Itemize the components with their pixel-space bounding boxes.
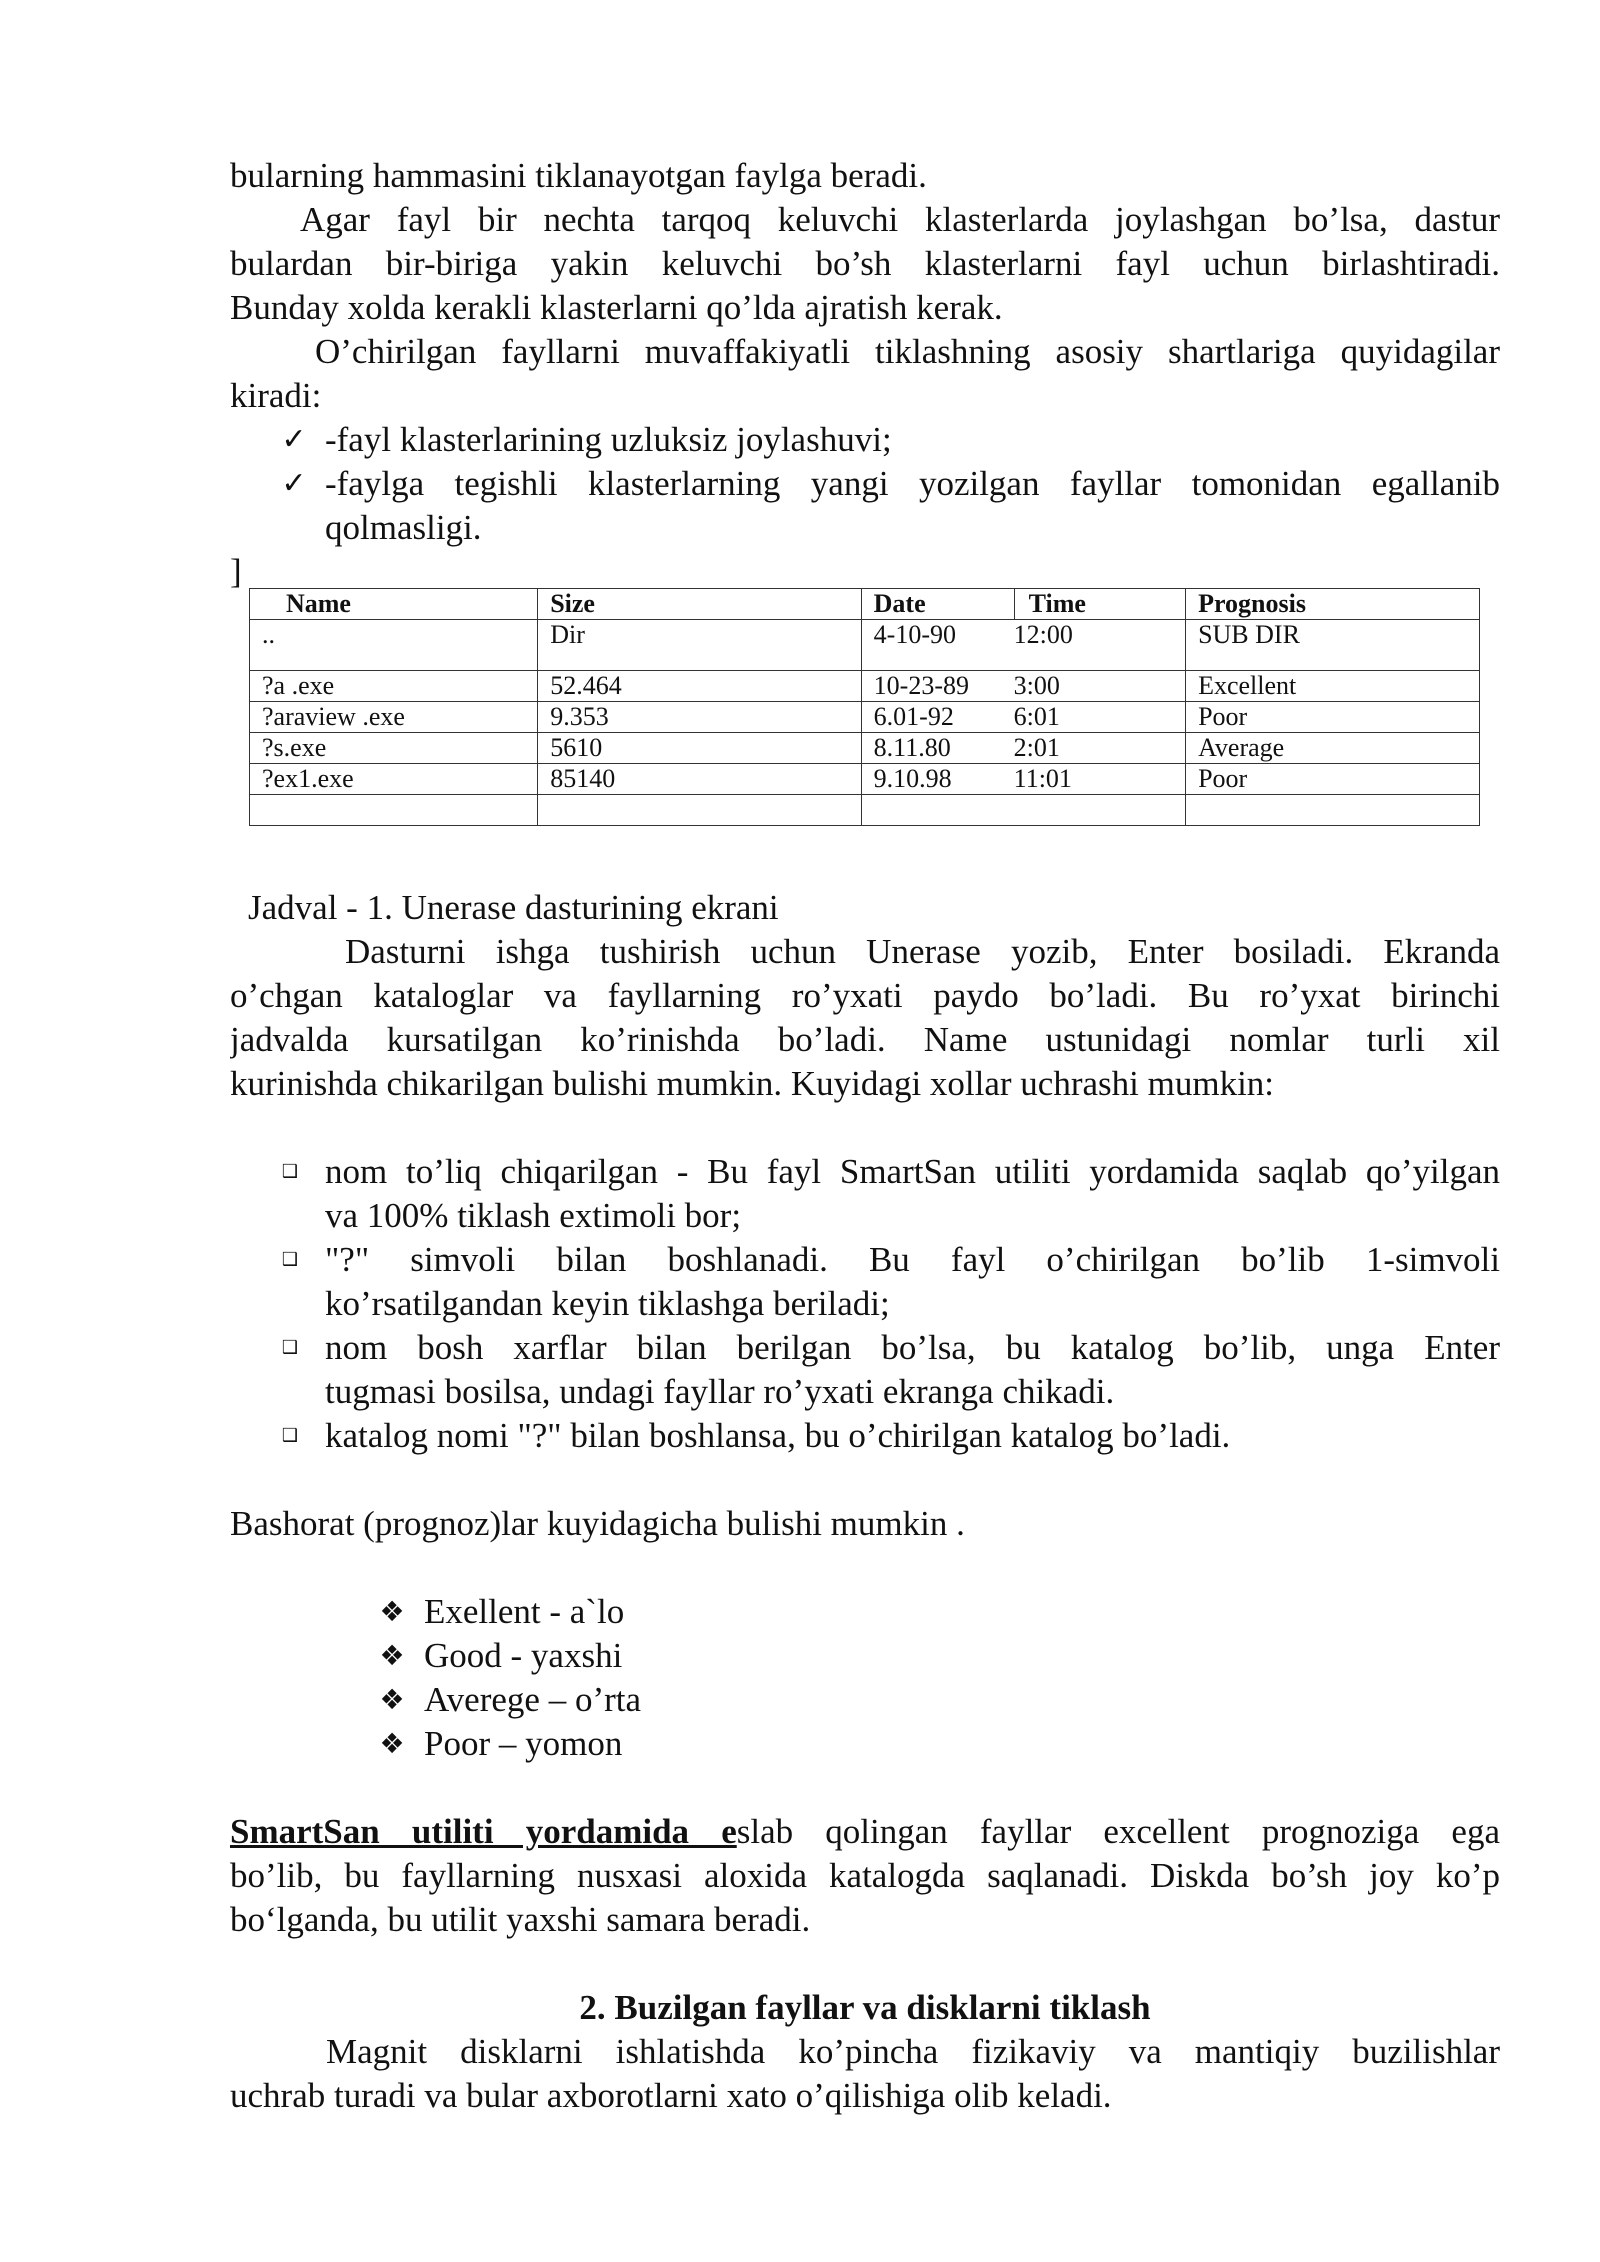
paragraph-line: bo’lib, bu fayllarning nusxasi aloxida katalogda saqlanadi. Diskda bo’sh joy ko’p	[230, 1856, 1500, 1895]
paragraph-line: Bunday xolda kerakli klasterlarni qo’lda ajratish kerak.	[230, 288, 1003, 327]
paragraph-line: bulardan bir-biriga yakin keluvchi bo’sh klasterlarni fayl uchun birlashtiradi.	[230, 244, 1500, 283]
paragraph-line: Magnit disklarni ishlatishda ko’pincha fizikaviy va mantiqiy buzilishlar	[326, 2032, 1500, 2071]
table-row	[250, 733, 1480, 764]
bullet-item: va 100% tiklash extimoli bor;	[325, 1196, 742, 1235]
table-header-row	[250, 589, 1480, 620]
square-bullet-icon: ❑	[281, 1425, 299, 1446]
check-item: qolmasligi.	[325, 508, 482, 547]
cell-prognosis: Average	[1186, 733, 1480, 764]
bracket-text: ]	[230, 552, 242, 591]
cell-date-time: 8.11.80 2:01	[861, 733, 1185, 764]
table-caption: Jadval - 1. Unerase dasturining ekrani	[248, 888, 779, 927]
paragraph-line: kurinishda chikarilgan bulishi mumkin. Kuyidagi xollar uchrashi mumkin:	[230, 1064, 1275, 1103]
paragraph-line: uchrab turadi va bular axborotlarni xato o’qilishiga olib keladi.	[230, 2076, 1112, 2115]
section-heading: 2. Buzilgan fayllar va disklarni tiklash	[579, 1988, 1151, 2027]
prognoz-item: Good - yaxshi	[424, 1636, 623, 1675]
diamond-bullet-icon: ❖	[379, 1683, 405, 1716]
cell-size: 9.353	[538, 702, 861, 733]
cell-date-time: 10-23-89 3:00	[861, 671, 1185, 702]
paragraph-line: jadvalda kursatilgan ko’rinishda bo’ladi. Name ustunidagi nomlar turli xil	[230, 1020, 1500, 1059]
checkmark-icon: ✓	[281, 422, 307, 457]
square-bullet-icon: ❑	[281, 1249, 299, 1270]
cell-size: 5610	[538, 733, 861, 764]
cell-date-time: 4-10-90 12:00	[861, 620, 1185, 671]
check-item: -fayl klasterlarining uzluksiz joylashuvi;	[325, 420, 892, 459]
bullet-item: tugmasi bosilsa, undagi fayllar ro’yxati ekranga chikadi.	[325, 1372, 1115, 1411]
paragraph-line	[230, 1810, 1500, 1854]
table-row	[250, 620, 1480, 671]
prognoz-item: Exellent - a`lo	[424, 1592, 625, 1631]
header-size: Size	[538, 589, 861, 620]
cell-size: Dir	[538, 620, 861, 671]
paragraph-line: bo‘lganda, bu utilit yaxshi samara beradi.	[230, 1900, 811, 1939]
cell-prognosis: Poor	[1186, 764, 1480, 795]
diamond-bullet-icon: ❖	[379, 1595, 405, 1628]
prognoz-item: Averege – o’rta	[424, 1680, 642, 1719]
cell-name: ..	[250, 620, 538, 671]
paragraph-line: Dasturni ishga tushirish uchun Unerase yozib, Enter bosiladi. Ekranda	[345, 932, 1500, 971]
square-bullet-icon: ❑	[281, 1337, 299, 1358]
checkmark-icon: ✓	[281, 466, 307, 501]
paragraph-line: kiradi:	[230, 376, 322, 415]
cell-prognosis: SUB DIR	[1186, 620, 1480, 671]
header-prognosis: Prognosis	[1186, 589, 1480, 620]
paragraph-line: Bashorat (prognoz)lar kuyidagicha bulishi mumkin .	[230, 1504, 965, 1543]
bullet-item: ko’rsatilgandan keyin tiklashga beriladi;	[325, 1284, 890, 1323]
unerase-table	[249, 588, 1480, 826]
cell-name: ?a .exe	[250, 671, 538, 702]
table-row	[250, 764, 1480, 795]
cell-prognosis: Excellent	[1186, 671, 1480, 702]
cell-name: ?araview .exe	[250, 702, 538, 733]
smartsan-bold-text: SmartSan utiliti yordamida e	[230, 1812, 737, 1851]
bullet-item: katalog nomi "?" bilan boshlansa, bu o’chirilgan katalog bo’ladi.	[325, 1416, 1231, 1455]
cell-date-time: 9.10.98 11:01	[861, 764, 1185, 795]
square-bullet-icon: ❑	[281, 1161, 299, 1182]
paragraph-line: Agar fayl bir nechta tarqoq keluvchi klasterlarda joylashgan bo’lsa, dastur	[300, 200, 1500, 239]
header-date-time: Date Time	[861, 589, 1185, 620]
table-row-empty	[250, 795, 1480, 826]
table-row	[250, 671, 1480, 702]
prognoz-item: Poor – yomon	[424, 1724, 623, 1763]
check-item: -faylga tegishli klasterlarning yangi yozilgan fayllar tomonidan egallanib	[325, 464, 1500, 503]
cell-prognosis: Poor	[1186, 702, 1480, 733]
cell-name: ?s.exe	[250, 733, 538, 764]
paragraph-line: bularning hammasini tiklanayotgan faylga beradi.	[230, 156, 927, 195]
table-row	[250, 702, 1480, 733]
bullet-item: "?" simvoli bilan boshlanadi. Bu fayl o’chirilgan bo’lib 1-simvoli	[325, 1240, 1500, 1279]
cell-date-time: 6.01-92 6:01	[861, 702, 1185, 733]
bullet-item: nom to’liq chiqarilgan - Bu fayl SmartSan utiliti yordamida saqlab qo’yilgan	[325, 1152, 1500, 1191]
diamond-bullet-icon: ❖	[379, 1727, 405, 1760]
header-name: Name	[250, 589, 538, 620]
bullet-item: nom bosh xarflar bilan berilgan bo’lsa, bu katalog bo’lib, unga Enter	[325, 1328, 1500, 1367]
paragraph-line: o’chgan kataloglar va fayllarning ro’yxati paydo bo’ladi. Bu ro’yxat birinchi	[230, 976, 1500, 1015]
paragraph-text: slab qolingan fayllar excellent prognoziga ega	[736, 1812, 1500, 1851]
diamond-bullet-icon: ❖	[379, 1639, 405, 1672]
cell-name: ?ex1.exe	[250, 764, 538, 795]
paragraph-line: O’chirilgan fayllarni muvaffakiyatli tiklashning asosiy shartlariga quyidagilar	[315, 332, 1500, 371]
cell-size: 85140	[538, 764, 861, 795]
cell-size: 52.464	[538, 671, 861, 702]
